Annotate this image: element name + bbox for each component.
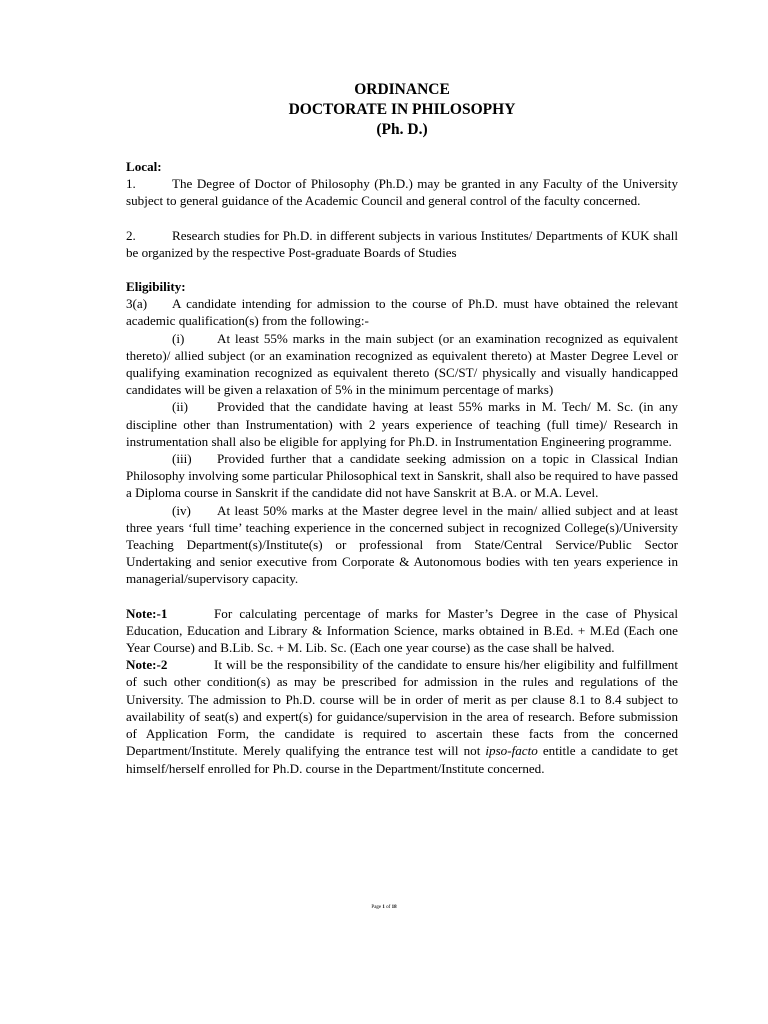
title-line-3: (Ph. D.) (376, 121, 428, 138)
eligibility-item-label: (iv) (172, 502, 191, 518)
footer-prefix: Page (371, 905, 383, 910)
document-body (126, 80, 678, 777)
note-2-label: Note:-2 (126, 657, 168, 673)
title-line-2: DOCTORATE IN PHILOSOPHY (288, 101, 516, 118)
eligibility-item-text: At least 50% marks at the Master degree level in the main/ allied subject and at least three years ‘full time’ teaching experience in the concerned subject in recognized College(s)/University Teaching Department(s)/Institute(s) or professional from State/Central Service/Public Sector Undertaking and senior executive from Corporate & Autonomous bodies with ten years experience in managerial/supervisory capacity. (126, 502, 678, 587)
eligibility-item-label: (ii) (172, 399, 188, 415)
paragraph-2 (126, 227, 678, 261)
eligibility-item-label: (i) (172, 330, 185, 346)
note-1 (126, 605, 678, 657)
eligibility-item (126, 398, 678, 450)
paragraph-3a (126, 295, 678, 329)
note-1-text: For calculating percentage of marks for Master’s Degree in the case of Physical Education, Education and Library & Information Science, marks obtained in B.Ed. + M.Ed (Each one Year Course) and B.Lib. Sc. + M. Lib. Sc. (Each one year course) as the case shall be halved. (126, 605, 678, 656)
paragraph-2-number: 2. (126, 227, 136, 243)
paragraph-3a-number: 3(a) (126, 296, 148, 312)
paragraph-1 (126, 175, 678, 209)
document-title (126, 80, 678, 140)
footer-of: of (384, 905, 392, 910)
eligibility-item (126, 450, 678, 502)
note-2-text-b: entitle a candidate to get himself/herself enrolled for Ph.D. course in the Department/Institute concerned. (126, 743, 678, 776)
footer-total-pages: 18 (391, 905, 397, 910)
note-2-italic: ipso-facto (485, 743, 538, 759)
local-heading: Local: (126, 159, 162, 174)
eligibility-item (126, 502, 678, 588)
eligibility-item-label: (iii) (172, 451, 192, 467)
note-2-text-a: It will be the responsibility of the candidate to ensure his/her eligibility and fulfillment of such other condition(s) as may be prescribed for admission in the rules and regulations of the University. The admission to Ph.D. course will be in order of merit as per clause 8.1 to 8.4 subject to availability of seat(s) and expert(s) for guidance/supervision in the area of research. Before submission of Application Form, the candidate is required to ascertain these facts from the concerned Department/Institute. Merely qualifying the entrance test will not (126, 657, 678, 759)
paragraph-2-text: Research studies for Ph.D. in different subjects in various Institutes/ Departments of KUK shall be organized by the respective Post-graduate Boards of Studies (126, 227, 678, 260)
eligibility-item-text: Provided that the candidate having at least 55% marks in M. Tech/ M. Sc. (in any discipline other than Instrumentation) with 2 years experience of teaching (full time)/ Research in instrumentation shall also be eligible for applying for Ph.D. in Instrumentation Engineering programme. (126, 399, 678, 449)
footer-current-page: 1 (382, 905, 385, 910)
eligibility-item (126, 330, 678, 399)
eligibility-heading: Eligibility: (126, 279, 186, 295)
eligibility-item-text: At least 55% marks in the main subject (or an examination recognized as equivalent thereto)/ allied subject (or an examination recognized as equivalent thereto) at Master Degree Level or qualifying examination recognized as equivalent thereto (SC/ST/ physically and visually handicapped candidates will be given a relaxation of 5% in the minimum percentage of marks) (126, 330, 678, 398)
note-2 (126, 656, 678, 776)
paragraph-1-text: The Degree of Doctor of Philosophy (Ph.D.) may be granted in any Faculty of the University subject to general guidance of the Academic Council and general control of the faculty concerned. (126, 176, 678, 209)
paragraph-3a-text: A candidate intending for admission to the course of Ph.D. must have obtained the relevant academic qualification(s) from the following:- (126, 296, 678, 329)
paragraph-1-number: 1. (126, 176, 136, 192)
page-footer (0, 905, 768, 911)
eligibility-item-text: Provided further that a candidate seeking admission on a topic in Classical Indian Philosophy involving some particular Philosophical text in Sanskrit, shall also be required to have passed a Diploma course in Sanskrit if the candidate did not have Sanskrit at B.A. or M.A. Level. (126, 451, 678, 501)
title-line-1: ORDINANCE (354, 81, 450, 98)
note-1-label: Note:-1 (126, 605, 168, 621)
